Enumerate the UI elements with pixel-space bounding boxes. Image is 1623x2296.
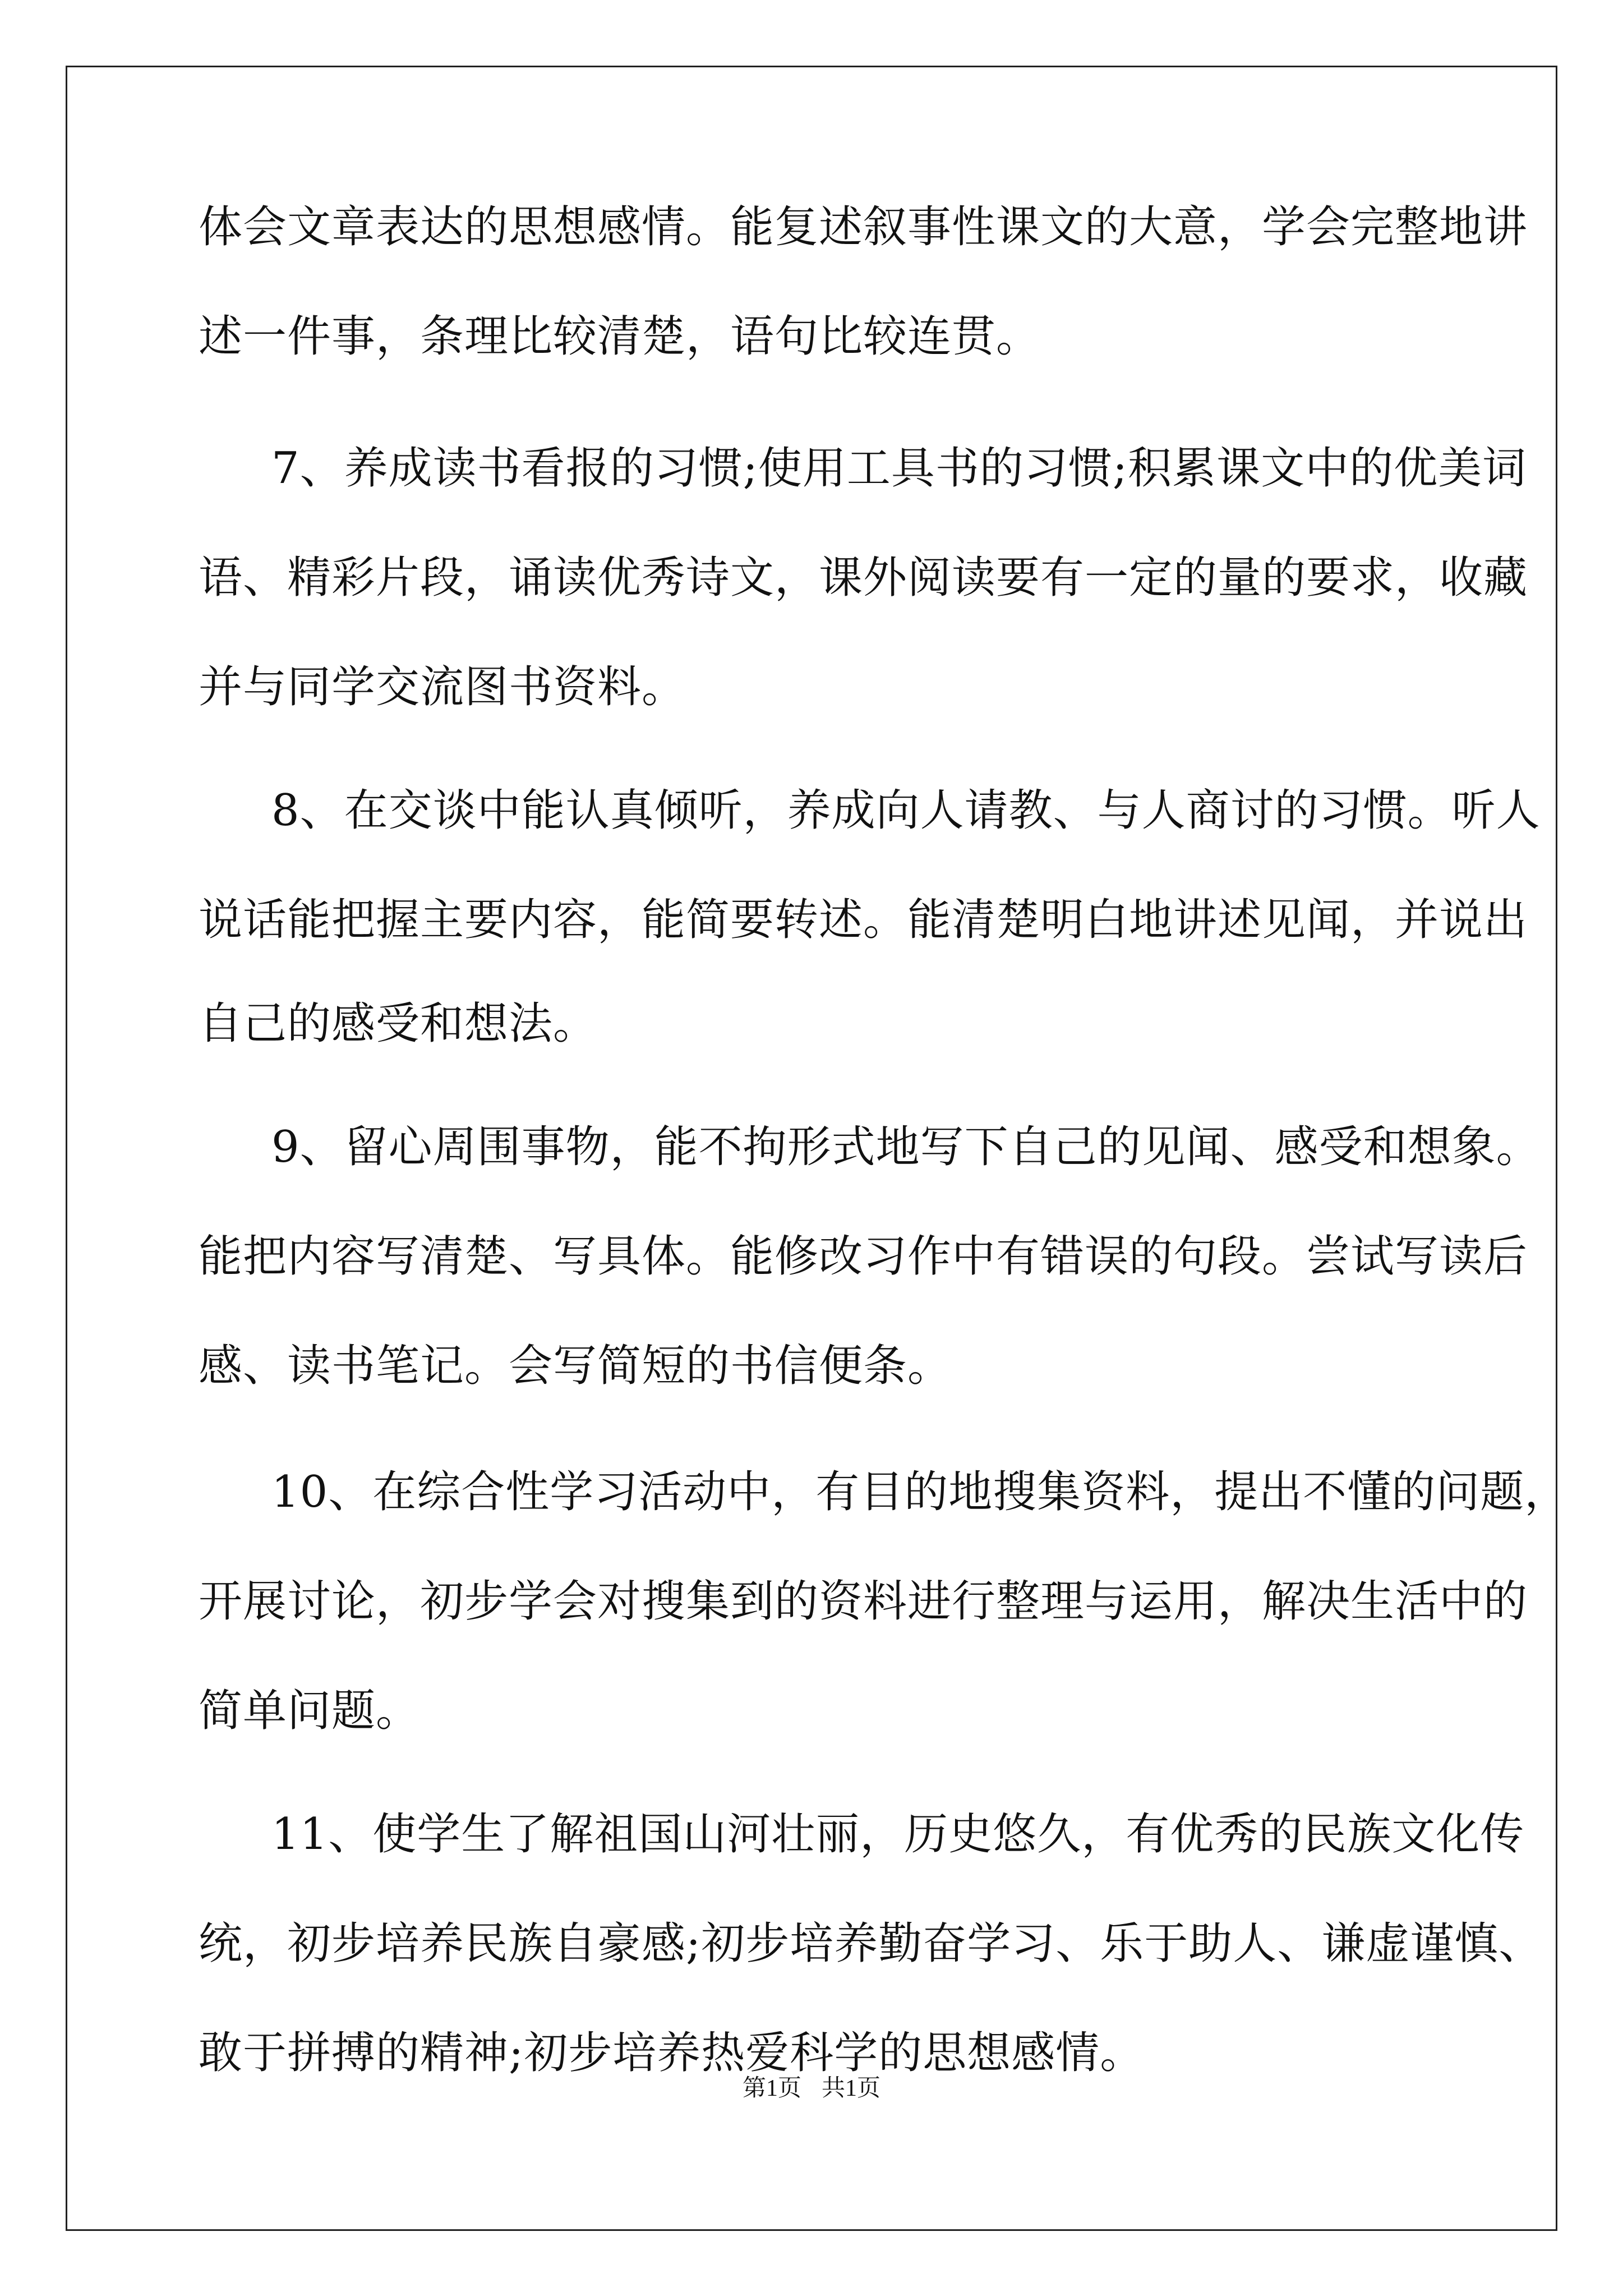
text-line: 自己的感受和想法。 [199,999,598,1049]
text-line: 体会文章表达的思想感情。能复述叙事性课文的大意，学会完整地讲 [199,202,1528,252]
paragraph-10-line: 10、在综合性学习活动中，有目的地搜集资料，提出不懂的问题， [271,1467,1569,1517]
text-line: 开展讨论，初步学会对搜集到的资料进行整理与运用，解决生活中的 [199,1576,1528,1627]
paragraph-9-line: 9、留心周围事物，能不拘形式地写下自己的见闻、感受和想象。 [271,1122,1541,1172]
page-footer [0,2072,1623,2105]
text-line: 统，初步培养民族自豪感;初步培养勤奋学习、乐于助人、谦虚谨慎、 [199,1918,1543,1969]
page-number: 第1页 [742,2076,801,2101]
text-line: 说话能把握主要内容，能简要转述。能清楚明白地讲述见闻，并说出 [199,895,1528,945]
text-line: 并与同学交流图书资料。 [199,662,686,712]
page-total: 共1页 [822,2076,881,2101]
text-line: 感、读书笔记。会写简短的书信便条。 [199,1341,952,1391]
text-line: 述一件事，条理比较清楚，语句比较连贯。 [199,311,1041,362]
text-line: 敢于拼搏的精神;初步培养热爱科学的思想感情。 [199,2028,1145,2078]
paragraph-7-line: 7、养成读书看报的习惯;使用工具书的习惯;积累课文中的优美词 [271,443,1527,494]
text-line: 能把内容写清楚、写具体。能修改习作中有错误的句段。尝试写读后 [199,1231,1528,1282]
paragraph-11-line: 11、使学生了解祖国山河壮丽，历史悠久，有优秀的民族文化传 [271,1809,1525,1860]
text-line: 语、精彩片段，诵读优秀诗文，课外阅读要有一定的量的要求，收藏 [199,553,1528,603]
paragraph-8-line: 8、在交谈中能认真倾听，养成向人请教、与人商讨的习惯。听人 [271,785,1541,836]
text-line: 简单问题。 [199,1686,421,1736]
